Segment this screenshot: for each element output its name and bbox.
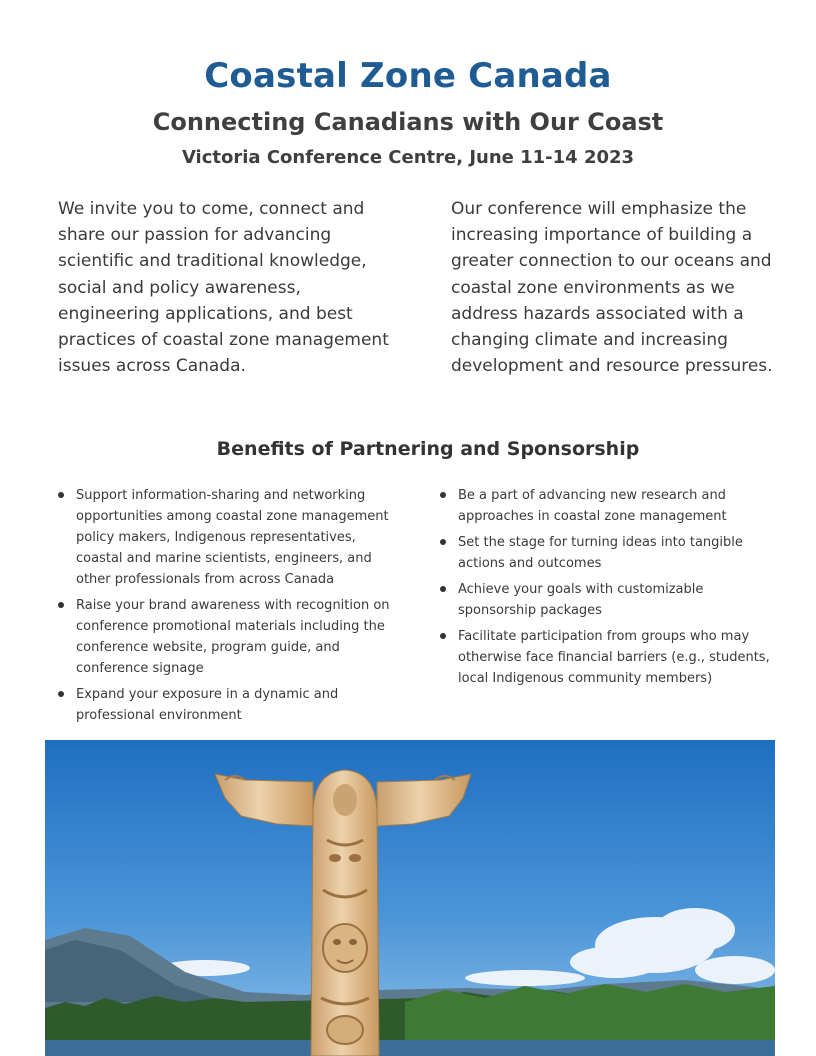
- list-item: [58, 485, 396, 590]
- list-item-text: Facilitate participation from groups who may otherwise face financial barriers (e.g., students, local Indigenous community members): [458, 629, 770, 686]
- intro-paragraph-left: We invite you to come, connect and share our passion for advancing scientific and traditional knowledge, social and policy awareness, engineering applications, and best practices of coastal zone management issues across Canada.: [58, 199, 389, 377]
- bullet-icon: [440, 586, 446, 592]
- list-item: [440, 532, 775, 574]
- list-item-text: Set the stage for turning ideas into tangible actions and outcomes: [458, 535, 743, 571]
- totem-pole-coast-photo: [45, 740, 775, 1056]
- list-item-text: Achieve your goals with customizable sponsorship packages: [458, 582, 704, 618]
- page-title: Coastal Zone Canada: [204, 56, 612, 96]
- bullet-icon: [440, 539, 446, 545]
- benefits-list-left: [58, 485, 396, 731]
- list-item-text: Be a part of advancing new research and approaches in coastal zone management: [458, 488, 727, 524]
- list-item-text: Support information-sharing and networking opportunities among coastal zone management policy makers, Indigenous representatives, coastal and marine scientists, engineers, and other professionals from across Canada: [76, 488, 389, 587]
- list-item-text: Raise your brand awareness with recognition on conference promotional materials including the conference website, program guide, and conference signage: [76, 598, 390, 676]
- benefits-list-right: [440, 485, 775, 694]
- bullet-icon: [440, 492, 446, 498]
- list-item: [440, 485, 775, 527]
- bullet-icon: [58, 602, 64, 608]
- bullet-icon: [58, 691, 64, 697]
- page-subtitle: Connecting Canadians with Our Coast: [152, 108, 664, 136]
- list-item-text: Expand your exposure in a dynamic and professional environment: [76, 687, 339, 723]
- list-item: [58, 595, 396, 679]
- list-item: [440, 626, 775, 689]
- bullet-icon: [440, 633, 446, 639]
- list-item: [58, 684, 396, 726]
- intro-paragraph-right: Our conference will emphasize the increasing importance of building a greater connection to our oceans and coastal zone environments as we address hazards associated with a changing climate and increasing development and resource pressures.: [451, 199, 773, 377]
- venue-date: Victoria Conference Centre, June 11-14 2023: [181, 147, 635, 168]
- benefits-heading: Benefits of Partnering and Sponsorship: [216, 438, 640, 460]
- list-item: [440, 579, 775, 621]
- bullet-icon: [58, 492, 64, 498]
